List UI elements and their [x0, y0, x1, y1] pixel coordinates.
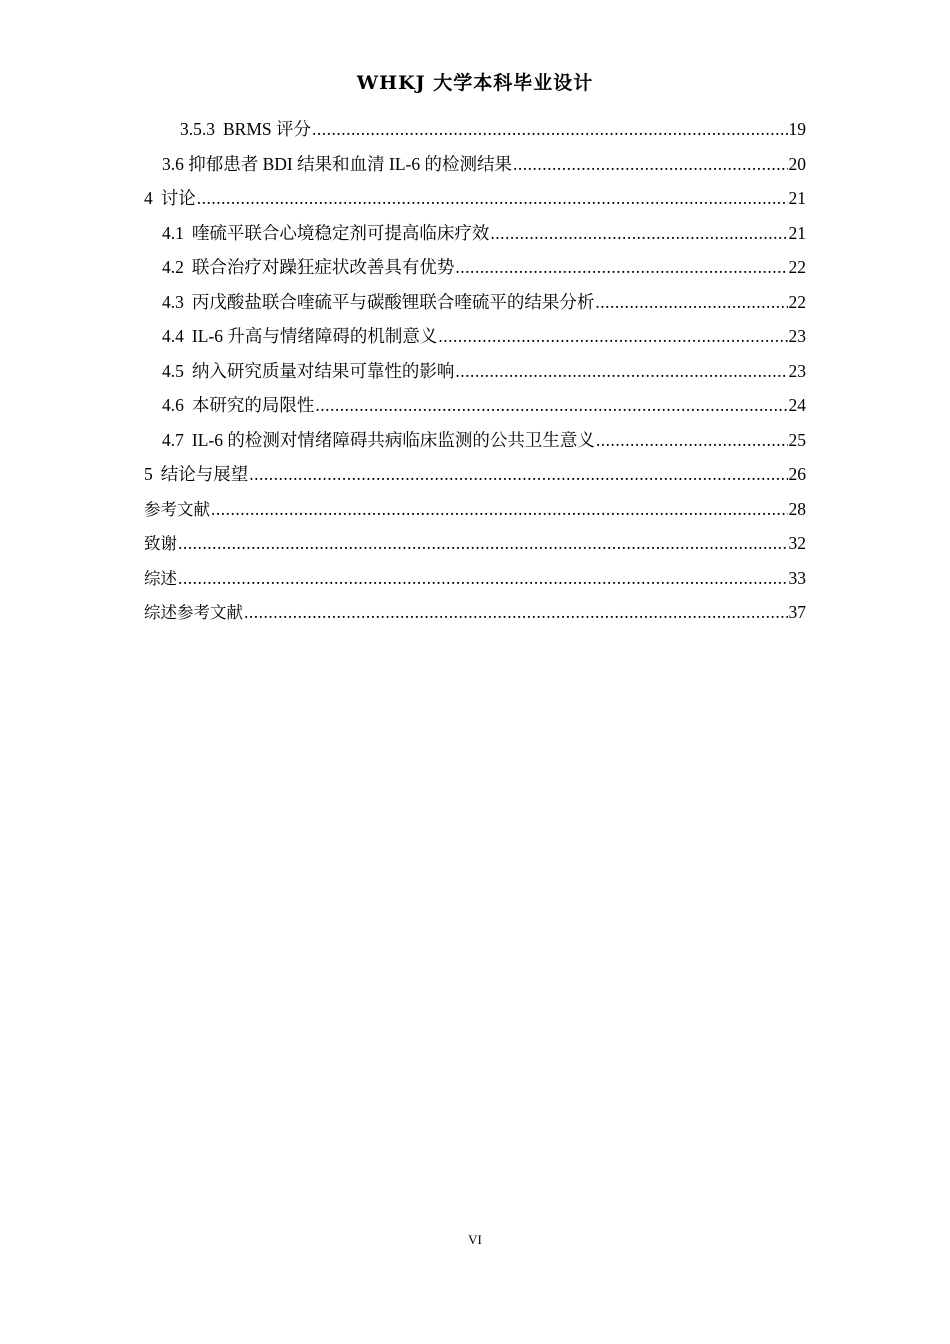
toc-entry-page: 25 [788, 429, 806, 450]
toc-dot-leader [178, 526, 788, 561]
toc-entry-page: 26 [788, 464, 806, 484]
toc-entry-page: 23 [788, 360, 806, 381]
toc-entry-4-2[interactable] [144, 250, 806, 285]
toc-entry-label: 喹硫平联合心境稳定剂可提高临床疗效 [191, 222, 490, 243]
toc-entry-page: 22 [788, 257, 806, 277]
toc-entry-number: 4.4 [162, 326, 184, 346]
toc-entry-label: IL-6 升高与情绪障碍的机制意义 [191, 326, 438, 346]
toc-entry-label: 结论与展望 [160, 464, 249, 484]
toc-entry-label: 丙戊酸盐联合喹硫平与碳酸锂联合喹硫平的结果分析 [191, 291, 595, 312]
toc-entry-number: 5 [144, 464, 153, 484]
toc-entry-label: 综述参考文献 [144, 603, 243, 622]
toc-dot-leader [315, 388, 787, 423]
toc-entry-3-6[interactable] [144, 147, 806, 182]
toc-entry-label: 纳入研究质量对结果可靠性的影响 [191, 360, 455, 381]
page-number: VI [468, 1232, 482, 1247]
toc-dot-leader [490, 216, 787, 251]
toc-dot-leader [178, 561, 788, 596]
toc-dot-leader [244, 595, 788, 630]
table-of-contents [144, 112, 806, 630]
toc-dot-leader [513, 147, 788, 182]
toc-entry-label: BRMS 评分 [223, 119, 312, 139]
toc-entry-number: 4 [144, 188, 153, 208]
toc-dot-leader [596, 423, 788, 458]
toc-entry-4-7[interactable] [144, 423, 806, 458]
toc-entry-review[interactable] [144, 561, 806, 596]
toc-entry-page: 28 [788, 498, 806, 519]
toc-entry-label: 联合治疗对躁狂症状改善具有优势 [191, 257, 455, 277]
toc-entry-number: 3.5.3 [180, 119, 215, 139]
toc-entry-review-references[interactable] [144, 595, 806, 630]
toc-entry-4[interactable] [144, 181, 806, 216]
toc-entry-label: 参考文献 [144, 499, 210, 519]
toc-entry-page: 24 [788, 395, 806, 415]
toc-entry-page: 37 [788, 602, 806, 622]
toc-entry-page: 32 [788, 533, 806, 553]
toc-entry-3-5-3[interactable] [144, 112, 806, 147]
toc-dot-leader [595, 285, 787, 320]
toc-entry-number: 4.6 [162, 395, 184, 415]
toc-entry-4-1[interactable] [144, 216, 806, 251]
toc-dot-leader [438, 319, 787, 354]
toc-entry-page: 21 [788, 222, 806, 243]
toc-entry-number: 4.2 [162, 257, 184, 277]
toc-entry-number: 4.3 [162, 291, 184, 312]
toc-entry-label: 讨论 [160, 188, 196, 208]
toc-dot-leader [211, 492, 788, 527]
toc-entry-label: 致谢 [144, 534, 177, 553]
toc-entry-4-4[interactable] [144, 319, 806, 354]
toc-entry-label: 综述 [144, 568, 177, 588]
toc-entry-label: IL-6 的检测对情绪障碍共病临床监测的公共卫生意义 [191, 429, 595, 450]
toc-entry-page: 21 [788, 188, 806, 208]
toc-entry-4-6[interactable] [144, 388, 806, 423]
toc-dot-leader [455, 354, 787, 389]
toc-entry-page: 22 [788, 291, 806, 312]
toc-entry-page: 19 [788, 119, 806, 139]
toc-dot-leader [197, 181, 788, 216]
toc-entry-references[interactable] [144, 492, 806, 527]
toc-entry-4-5[interactable] [144, 354, 806, 389]
toc-dot-leader [455, 250, 787, 285]
toc-entry-label: 3.6 抑郁患者 BDI 结果和血清 IL-6 的检测结果 [162, 153, 512, 174]
toc-entry-number: 4.1 [162, 222, 184, 243]
toc-entry-page: 20 [788, 153, 806, 174]
toc-entry-4-3[interactable] [144, 285, 806, 320]
toc-entry-label: 本研究的局限性 [191, 395, 315, 415]
toc-dot-leader [312, 112, 787, 147]
page-header-title: WHKJ 大学本科毕业设计 [356, 72, 594, 94]
toc-entry-page: 33 [788, 567, 806, 588]
toc-dot-leader [249, 457, 787, 492]
toc-entry-5[interactable] [144, 457, 806, 492]
toc-entry-acknowledgements[interactable] [144, 526, 806, 561]
toc-entry-page: 23 [788, 326, 806, 346]
toc-entry-number: 4.7 [162, 429, 184, 450]
toc-entry-number: 4.5 [162, 360, 184, 381]
